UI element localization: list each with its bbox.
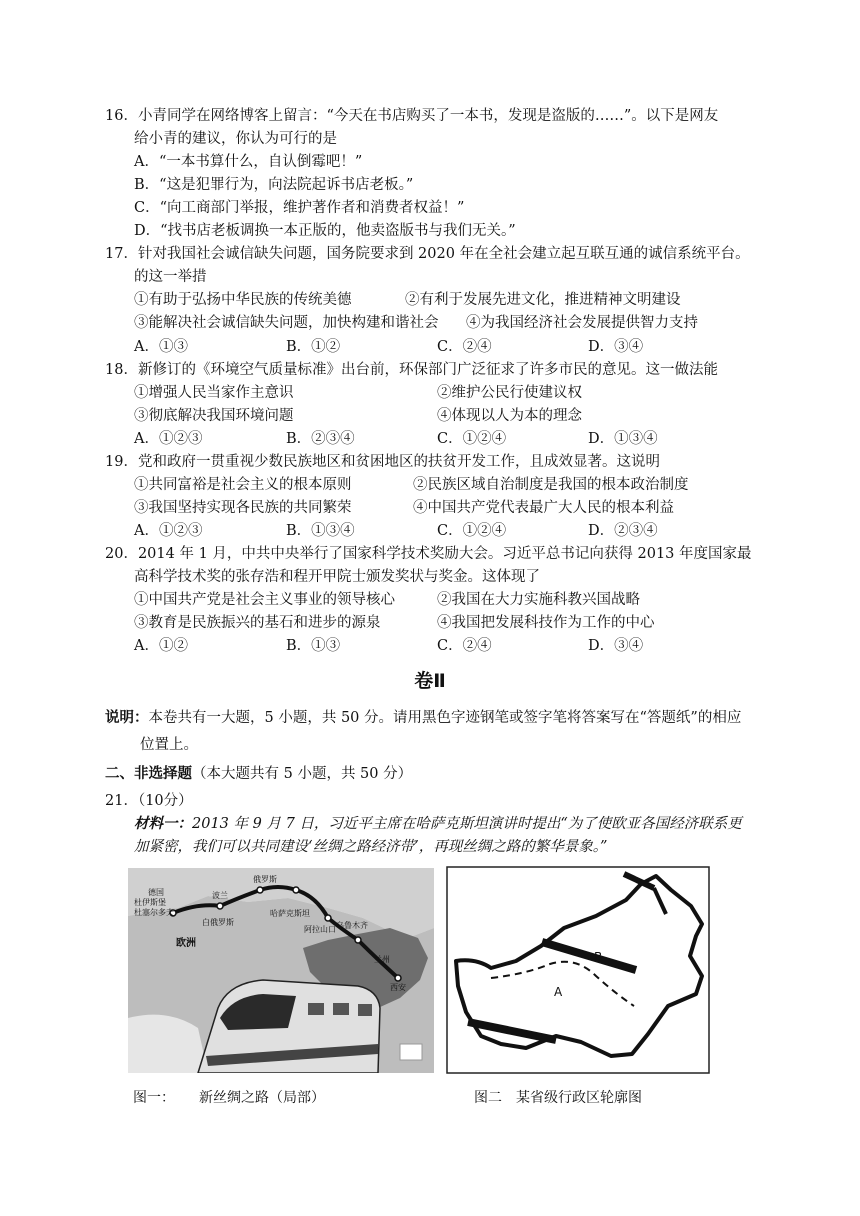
q17-option-c: C．②④	[437, 339, 492, 355]
q19-option-a: A．①②③	[134, 523, 203, 539]
q20-statement-3: ③教育是民族振兴的基石和进步的源泉	[134, 615, 381, 631]
label-duisburg: 杜伊斯堡	[134, 898, 166, 907]
q17-option-a: A．①③	[134, 339, 188, 355]
q19-statement-1: ①共同富裕是社会主义的根本原则	[134, 477, 352, 493]
label-alashankou: 阿拉山口	[304, 925, 336, 934]
figure1-caption	[133, 1087, 325, 1107]
q16-option-d: D．“找书店老板调换一本正版的，他卖盗版书与我们无关。”	[134, 223, 516, 239]
figure2-caption	[474, 1087, 642, 1107]
figure1-caption-text: 新丝绸之路（局部）	[199, 1090, 325, 1106]
material-one-cont: 加紧密，我们可以共同建设‘丝绸之路经济带’，再现丝绸之路的繁华景象。”	[134, 839, 608, 855]
figure2-caption-text: 某省级行政区轮廓图	[516, 1090, 642, 1106]
q18-statement-3: ③彻底解决我国环境问题	[134, 408, 294, 424]
label-xian: 西安	[390, 983, 406, 992]
q20-statement-2: ②我国在大力实施科教兴国战略	[437, 592, 640, 608]
label-germany: 德国	[148, 888, 164, 897]
label-belarus: 白俄罗斯	[202, 918, 234, 927]
q17-stem: 17．针对我国社会诚信缺失问题，国务院要求到 2020 年在全社会建立起互联互通的诚信系统平台。	[105, 246, 750, 262]
section-heading	[105, 764, 412, 784]
q17-statement-1: ①有助于弘扬中华民族的传统美德	[134, 292, 352, 308]
q20-stem-cont: 高科学技术奖的张存浩和程开甲院士颁发奖状与奖金。这体现了	[134, 569, 540, 585]
q18-statement-2: ②维护公民行使建议权	[437, 385, 582, 401]
part2-title: 卷Ⅱ	[414, 670, 446, 692]
q17-stem-cont: 的这一举措	[134, 269, 207, 285]
q19-statement-2: ②民族区域自治制度是我国的根本政治制度	[413, 477, 689, 493]
q17-option-d: D．③④	[588, 339, 644, 355]
q20-statement-1: ①中国共产党是社会主义事业的领导核心	[134, 592, 395, 608]
region-b-label: B	[594, 950, 603, 964]
q20-option-a: A．①②	[134, 638, 188, 654]
label-rotterdam: 杜塞尔多夫	[134, 908, 174, 917]
q20-option-c: C．②④	[437, 638, 492, 654]
q19-statement-4: ④中国共产党代表最广大人民的根本利益	[413, 500, 674, 516]
q17-statement-4: ④为我国经济社会发展提供智力支持	[466, 315, 698, 331]
q18-option-a: A．①②③	[134, 431, 203, 447]
note-text: 本卷共有一大题，5 小题，共 50 分。请用黑色字迹钢笔或签字笔将答案写在“答题纸”的相应	[148, 710, 742, 726]
q19-option-d: D．②③④	[588, 523, 658, 539]
q18-statement-1: ①增强人民当家作主意识	[134, 385, 294, 401]
label-poland: 波兰	[212, 891, 228, 900]
label-russia: 俄罗斯	[253, 875, 277, 884]
q16-option-c: C．“向工商部门举报，维护著作者和消费者权益！”	[134, 200, 465, 216]
q19-stem: 19．党和政府一贯重视少数民族地区和贫困地区的扶贫开发工作，且成效显著。这说明	[105, 454, 660, 470]
q18-option-b: B．②③④	[286, 431, 355, 447]
material-one	[134, 814, 742, 834]
q18-statement-4: ④体现以人为本的理念	[437, 408, 582, 424]
section-label: 二、非选择题	[105, 766, 192, 782]
part2-note	[105, 708, 741, 728]
label-lanzhou: 兰州	[374, 955, 390, 964]
figure-silk-road-map	[128, 868, 434, 1073]
q18-option-d: D．①③④	[588, 431, 658, 447]
q20-statement-4: ④我国把发展科技作为工作的中心	[437, 615, 655, 631]
q17-statement-2: ②有利于发展先进文化，推进精神文明建设	[405, 292, 681, 308]
q19-statement-3: ③我国坚持实现各民族的共同繁荣	[134, 500, 352, 516]
label-urumqi: 乌鲁木齐	[336, 921, 368, 930]
q18-stem: 18．新修订的《环境空气质量标准》出台前，环保部门广泛征求了许多市民的意见。这一做法能	[105, 362, 718, 378]
part2-note-cont: 位置上。	[140, 737, 198, 753]
q16-stem: 16．小青同学在网络博客上留言：“今天在书店购买了一本书，发现是盗版的……”。以下是网友	[105, 108, 719, 124]
material-text: 2013 年 9 月 7 日，习近平主席在哈萨克斯坦演讲时提出“为了使欧亚各国经济联系更	[192, 816, 742, 832]
label-kazakh: 哈萨克斯坦	[270, 909, 310, 918]
q19-option-c: C．①②④	[437, 523, 507, 539]
q16-stem-cont: 给小青的建议，你认为可行的是	[134, 131, 337, 147]
q20-option-d: D．③④	[588, 638, 644, 654]
q17-option-b: B．①②	[286, 339, 341, 355]
q20-stem: 20．2014 年 1 月，中共中央举行了国家科学技术奖励大会。习近平总书记向获得 2013 年度国家最	[105, 546, 752, 562]
region-a-label: A	[554, 985, 563, 999]
material-label: 材料一：	[134, 816, 192, 832]
label-europe: 欧洲	[176, 938, 196, 949]
q16-option-a: A．“一本书算什么，自认倒霉吧！”	[134, 154, 363, 170]
q21-heading: 21．（10分）	[105, 793, 193, 809]
q19-option-b: B．①③④	[286, 523, 355, 539]
note-label: 说明：	[105, 710, 149, 726]
q16-option-b: B．“这是犯罪行为，向法院起诉书店老板。”	[134, 177, 414, 193]
q17-statement-3: ③能解决社会诚信缺失问题，加快构建和谐社会	[134, 315, 439, 331]
figure1-caption-label: 图一：	[133, 1090, 175, 1106]
figure-province-outline	[446, 866, 710, 1074]
figure2-caption-label: 图二	[474, 1090, 502, 1106]
q20-option-b: B．①③	[286, 638, 341, 654]
q18-option-c: C．①②④	[437, 431, 507, 447]
section-desc: （本大题共有 5 小题，共 50 分）	[192, 766, 413, 782]
